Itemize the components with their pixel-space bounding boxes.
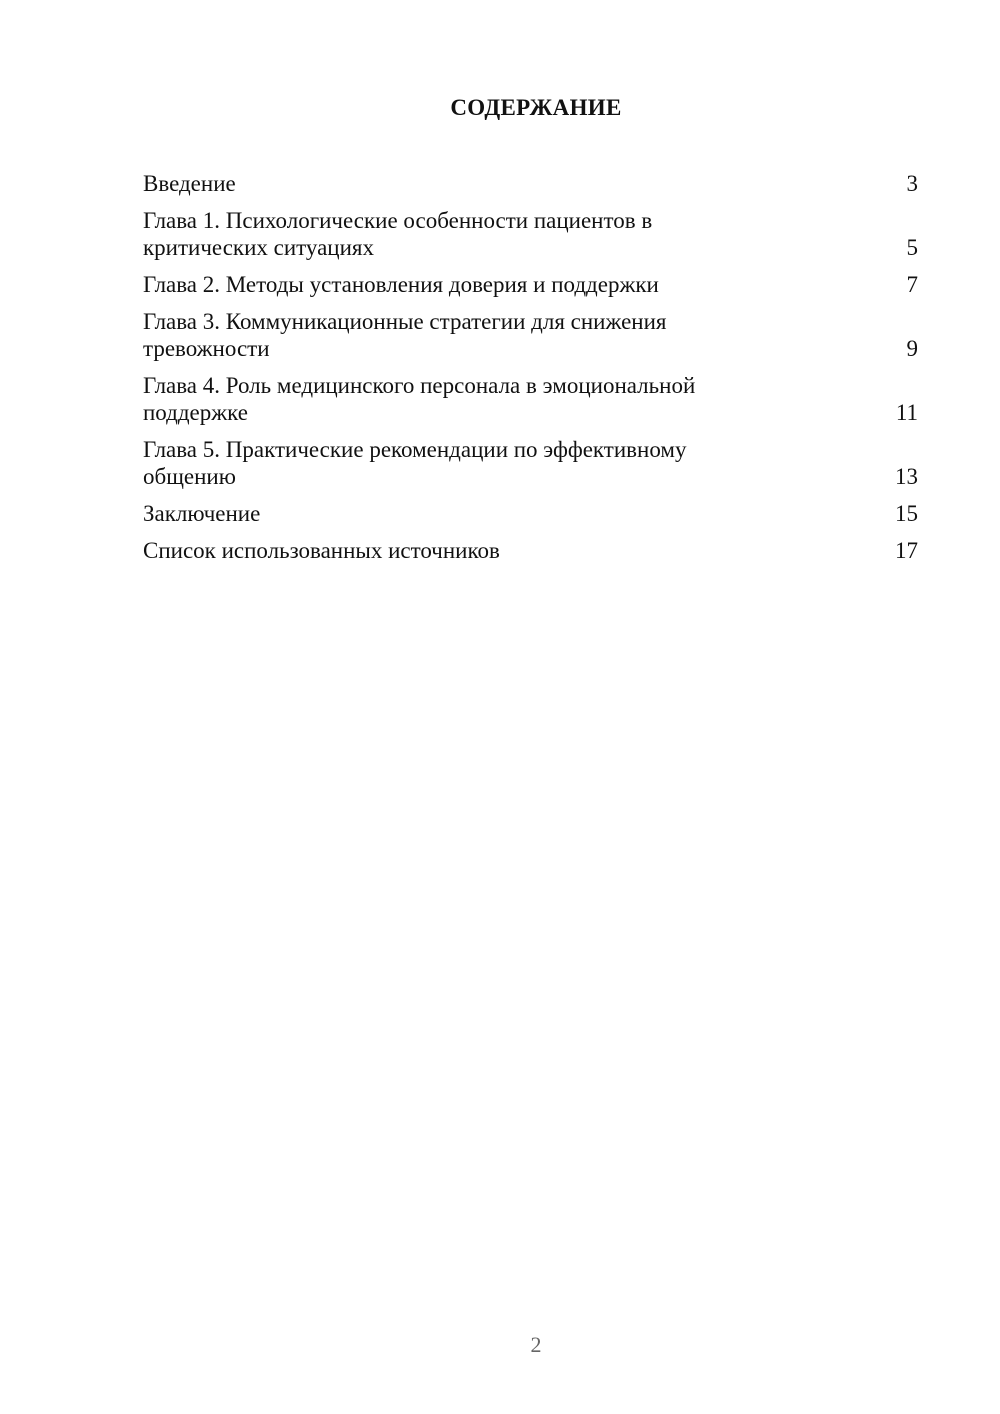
toc-entry-label: Глава 1. Психологические особенности пациентов в критических ситуациях <box>143 208 653 260</box>
table-of-contents <box>143 170 918 574</box>
toc-entry-label: Глава 4. Роль медицинского персонала в эмоциональной поддержке <box>143 373 696 425</box>
toc-entry-page: 11 <box>895 400 918 425</box>
toc-entry-references[interactable] <box>143 537 918 564</box>
toc-entry-chapter-5[interactable] <box>143 436 918 490</box>
toc-entry-page: 13 <box>895 464 918 489</box>
toc-entry-page: 5 <box>906 235 918 260</box>
toc-entry-chapter-4[interactable] <box>143 372 918 426</box>
toc-entry-label: Заключение <box>143 501 261 526</box>
toc-entry-label: Список использованных источников <box>143 538 500 563</box>
toc-entry-chapter-1[interactable] <box>143 207 918 261</box>
toc-entry-conclusion[interactable] <box>143 500 918 527</box>
toc-entry-chapter-3[interactable] <box>143 308 918 362</box>
page-number: 2 <box>530 1332 542 1357</box>
toc-entry-label: Введение <box>143 171 236 196</box>
toc-entry-page: 3 <box>906 171 918 196</box>
page-title: СОДЕРЖАНИЕ <box>450 95 622 120</box>
toc-entry-page: 15 <box>895 501 918 526</box>
toc-entry-page: 9 <box>906 336 918 361</box>
toc-entry-introduction[interactable] <box>143 170 918 197</box>
toc-entry-page: 17 <box>895 538 918 563</box>
toc-entry-chapter-2[interactable] <box>143 271 918 298</box>
toc-entry-label: Глава 3. Коммуникационные стратегии для снижения тревожности <box>143 309 667 361</box>
toc-entry-label: Глава 5. Практические рекомендации по эффективному общению <box>143 437 687 489</box>
toc-entry-page: 7 <box>906 272 918 297</box>
toc-entry-label: Глава 2. Методы установления доверия и поддержки <box>143 272 659 297</box>
